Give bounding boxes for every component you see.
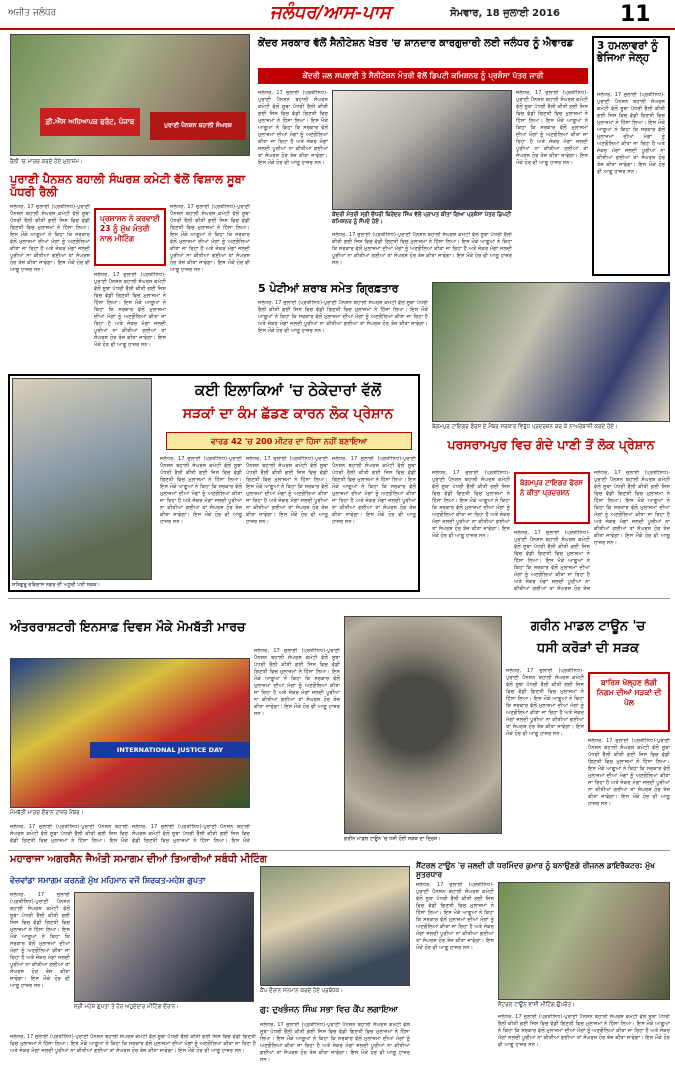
newspaper-name: ਅਜੀਤ ਜਲੰਧਰ: [8, 8, 57, 18]
story9-headline: ਮਹਾਰਾਜਾ ਅਗਰਸੈਨ ਜੈਅੰਤੀ ਸਮਾਗਮ ਦੀਆਂ ਤਿਆਰੀਆਂ ਸਬੰਧੀ ਮੀਟਿੰਗ: [10, 854, 267, 865]
candle-march-caption: ਮੋਮਬੱਤੀ ਮਾਰਚ ਦੌਰਾਨ ਹਾਜ਼ਰ ਮੈਂਬਰ।: [10, 810, 84, 816]
meeting-caption: ਸ੍ਰੀ ਮਹੇਸ਼ ਗੁਪਤਾ ਤੇ ਹੋਰ ਅਹੁਦੇਦਾਰ ਮੀਟਿੰਗ ਦੌਰਾਨ।: [74, 1004, 179, 1010]
candle-march-photo: [10, 658, 250, 808]
story9-text-col1: ਜਲੰਧਰ, 17 ਜੁਲਾਈ (ਪ੍ਰਤੀਨਿਧ)-ਪੁਰਾਣੀ ਪੈਨਸ਼ਨ ਬਹਾਲੀ ਸੰਘਰਸ਼ ਕਮੇਟੀ ਵੱਲੋਂ ਸੂਬਾ ਪੱਧਰੀ ਰੈਲੀ ਕੀਤੀ ਗਈ ਜਿਸ ਵਿਚ ਵੱਡੀ ਗਿਣਤੀ ਵਿਚ ਮੁਲਾਜ਼ਮਾਂ ਨੇ ਹਿੱਸਾ ਲਿਆ। ਇਸ ਮੌਕੇ ਆਗੂਆਂ ਨੇ ਕਿਹਾ ਕਿ ਸਰਕਾਰ ਵੱਲੋਂ ਮੁਲਾਜ਼ਮਾਂ ਦੀਆਂ ਮੰਗਾਂ ਨੂੰ ਅਣਗੌਲਿਆਂ ਕੀਤਾ ਜਾ ਰਿਹਾ ਹੈ ਅਤੇ ਜੇਕਰ ਮੰਗਾਂ ਜਲਦੀ ਪੂਰੀਆਂ ਨਾ ਕੀਤੀਆਂ ਗਈਆਂ ਤਾਂ ਸੰਘਰਸ਼ ਹੋਰ ਤੇਜ਼ ਕੀਤਾ ਜਾਵੇਗਾ। ਇਸ ਮੌਕੇ ਹੋਰ ਵੀ ਆਗੂ ਹਾਜ਼ਰ ਸਨ।: [10, 892, 70, 989]
section-title: ਜਲੰਧਰ/ਆਸ-ਪਾਸ: [270, 2, 391, 23]
issue-date: ਸੋਮਵਾਰ, 18 ਜੁਲਾਈ 2016: [450, 8, 560, 19]
page-number: 11: [620, 2, 651, 27]
story5-text-col1: ਜਲੰਧਰ, 17 ਜੁਲਾਈ (ਪ੍ਰਤੀਨਿਧ)-ਪੁਰਾਣੀ ਪੈਨਸ਼ਨ ਬਹਾਲੀ ਸੰਘਰਸ਼ ਕਮੇਟੀ ਵੱਲੋਂ ਸੂਬਾ ਪੱਧਰੀ ਰੈਲੀ ਕੀਤੀ ਗਈ ਜਿਸ ਵਿਚ ਵੱਡੀ ਗਿਣਤੀ ਵਿਚ ਮੁਲਾਜ਼ਮਾਂ ਨੇ ਹਿੱਸਾ ਲਿਆ। ਇਸ ਮੌਕੇ ਆਗੂਆਂ ਨੇ ਕਿਹਾ ਕਿ ਸਰਕਾਰ ਵੱਲੋਂ ਮੁਲਾਜ਼ਮਾਂ ਦੀਆਂ ਮੰਗਾਂ ਨੂੰ ਅਣਗੌਲਿਆਂ ਕੀਤਾ ਜਾ ਰਿਹਾ ਹੈ ਅਤੇ ਜੇਕਰ ਮੰਗਾਂ ਜਲਦੀ ਪੂਰੀਆਂ ਨਾ ਕੀਤੀਆਂ ਗਈਆਂ ਤਾਂ ਸੰਘਰਸ਼ ਹੋਰ ਤੇਜ਼ ਕੀਤਾ ਜਾਵੇਗਾ। ਇਸ ਮੌਕੇ ਹੋਰ ਵੀ ਆਗੂ ਹਾਜ਼ਰ ਸਨ।: [160, 456, 242, 525]
story8-text-col1: ਜਲੰਧਰ, 17 ਜੁਲਾਈ (ਪ੍ਰਤੀਨਿਧ)-ਪੁਰਾਣੀ ਪੈਨਸ਼ਨ ਬਹਾਲੀ ਸੰਘਰਸ਼ ਕਮੇਟੀ ਵੱਲੋਂ ਸੂਬਾ ਪੱਧਰੀ ਰੈਲੀ ਕੀਤੀ ਗਈ ਜਿਸ ਵਿਚ ਵੱਡੀ ਗਿਣਤੀ ਵਿਚ ਮੁਲਾਜ਼ਮਾਂ ਨੇ ਹਿੱਸਾ ਲਿਆ। ਇਸ ਮੌਕੇ ਆਗੂਆਂ ਨੇ ਕਿਹਾ ਕਿ ਸਰਕਾਰ ਵੱਲੋਂ ਮੁਲਾਜ਼ਮਾਂ ਦੀਆਂ ਮੰਗਾਂ ਨੂੰ ਅਣਗੌਲਿਆਂ ਕੀਤਾ ਜਾ ਰਿਹਾ ਹੈ ਅਤੇ ਜੇਕਰ ਮੰਗਾਂ ਜਲਦੀ ਪੂਰੀਆਂ ਨਾ ਕੀਤੀਆਂ ਗਈਆਂ ਤਾਂ ਸੰਘਰਸ਼ ਹੋਰ ਤੇਜ਼ ਕੀਤਾ ਜਾਵੇਗਾ। ਇਸ ਮੌਕੇ ਹੋਰ ਵੀ ਆਗੂ ਹਾਜ਼ਰ ਸਨ।: [506, 668, 584, 737]
story1-text-col2: ਜਲੰਧਰ, 17 ਜੁਲਾਈ (ਪ੍ਰਤੀਨਿਧ)-ਪੁਰਾਣੀ ਪੈਨਸ਼ਨ ਬਹਾਲੀ ਸੰਘਰਸ਼ ਕਮੇਟੀ ਵੱਲੋਂ ਸੂਬਾ ਪੱਧਰੀ ਰੈਲੀ ਕੀਤੀ ਗਈ ਜਿਸ ਵਿਚ ਵੱਡੀ ਗਿਣਤੀ ਵਿਚ ਮੁਲਾਜ਼ਮਾਂ ਨੇ ਹਿੱਸਾ ਲਿਆ। ਇਸ ਮੌਕੇ ਆਗੂਆਂ ਨੇ ਕਿਹਾ ਕਿ ਸਰਕਾਰ ਵੱਲੋਂ ਮੁਲਾਜ਼ਮਾਂ ਦੀਆਂ ਮੰਗਾਂ ਨੂੰ ਅਣਗੌਲਿਆਂ ਕੀਤਾ ਜਾ ਰਿਹਾ ਹੈ ਅਤੇ ਜੇਕਰ ਮੰਗਾਂ ਜਲਦੀ ਪੂਰੀਆਂ ਨਾ ਕੀਤੀਆਂ ਗਈਆਂ ਤਾਂ ਸੰਘਰਸ਼ ਹੋਰ ਤੇਜ਼ ਕੀਤਾ ਜਾਵੇਗਾ। ਇਸ ਮੌਕੇ ਹੋਰ ਵੀ ਆਗੂ ਹਾਜ਼ਰ ਸਨ।: [94, 272, 166, 348]
story2-subhead: ਕੇਂਦਰੀ ਜਲ ਸਪਲਾਈ ਤੇ ਸੈਨੀਟੇਸ਼ਨ ਮੰਤਰੀ ਵੱਲੋਂ ਡਿਪਟੀ ਕਮਿਸ਼ਨਰ ਨੂੰ ਪ੍ਰਸ਼ੰਸਾ ਪੱਤਰ ਜਾਰੀ: [258, 68, 588, 84]
story8-headline-2: ਧਸੀ ਕਰੋੜਾਂ ਦੀ ਸੜਕ: [537, 641, 639, 656]
story5-subhead: ਵਾਰਡ 42 'ਚ 200 ਮੀਟਰ ਦਾ ਹਿੱਸਾ ਨਹੀਂ ਬਣਾਇਆ: [166, 432, 412, 450]
story8-headline-1: ਗਰੀਨ ਮਾਡਲ ਟਾਊਨ 'ਚ: [530, 619, 646, 634]
story7-text-col2: ਜਲੰਧਰ, 17 ਜੁਲਾਈ (ਪ੍ਰਤੀਨਿਧ)-ਪੁਰਾਣੀ ਪੈਨਸ਼ਨ ਬਹਾਲੀ ਸੰਘਰਸ਼ ਕਮੇਟੀ ਵੱਲੋਂ ਸੂਬਾ ਪੱਧਰੀ ਰੈਲੀ ਕੀਤੀ ਗਈ ਜਿਸ ਵਿਚ ਵੱਡੀ ਗਿਣਤੀ ਵਿਚ ਮੁਲਾਜ਼ਮਾਂ ਨੇ ਹਿੱਸਾ ਲਿਆ। ਇਸ ਮੌਕੇ: [10, 824, 128, 844]
central-town-caption: ਸੈਂਟਰਲ ਟਾਊਨ ਵਾਸੀ ਮੀਟਿੰਗ ਉਪਰੰਤ।: [498, 1002, 575, 1008]
award-caption: ਕੇਂਦਰੀ ਮੰਤਰੀ ਸ੍ਰੀ ਚੌਧਰੀ ਬਿਰੇਂਦਰ ਸਿੰਘ ਵੱਲੋਂ ਪ੍ਰਾਪਤ ਕੀਤਾ ਗਿਆ ਪ੍ਰਸ਼ੰਸਾ ਪੱਤਰ ਡਿਪਟੀ ਕਮਿਸ਼ਨਰ ਨੂੰ ਸੌਂਪਦੇ ਹੋਏ।: [332, 212, 512, 225]
story8-box: [588, 672, 670, 732]
story4-text: ਜਲੰਧਰ, 17 ਜੁਲਾਈ (ਪ੍ਰਤੀਨਿਧ)-ਪੁਰਾਣੀ ਪੈਨਸ਼ਨ ਬਹਾਲੀ ਸੰਘਰਸ਼ ਕਮੇਟੀ ਵੱਲੋਂ ਸੂਬਾ ਪੱਧਰੀ ਰੈਲੀ ਕੀਤੀ ਗਈ ਜਿਸ ਵਿਚ ਵੱਡੀ ਗਿਣਤੀ ਵਿਚ ਮੁਲਾਜ਼ਮਾਂ ਨੇ ਹਿੱਸਾ ਲਿਆ। ਇਸ ਮੌਕੇ ਆਗੂਆਂ ਨੇ ਕਿਹਾ ਕਿ ਸਰਕਾਰ ਵੱਲੋਂ ਮੁਲਾਜ਼ਮਾਂ ਦੀਆਂ ਮੰਗਾਂ ਨੂੰ ਅਣਗੌਲਿਆਂ ਕੀਤਾ ਜਾ ਰਿਹਾ ਹੈ ਅਤੇ ਜੇਕਰ ਮੰਗਾਂ ਜਲਦੀ ਪੂਰੀਆਂ ਨਾ ਕੀਤੀਆਂ ਗਈਆਂ ਤਾਂ ਸੰਘਰਸ਼ ਹੋਰ ਤੇਜ਼ ਕੀਤਾ ਜਾਵੇਗਾ। ਇਸ ਮੌਕੇ ਹੋਰ ਵੀ ਆਗੂ ਹਾਜ਼ਰ ਸਨ।: [258, 300, 428, 334]
story6-box: [514, 472, 590, 524]
camp-caption: ਕੈਂਪ ਦੌਰਾਨ ਸਨਮਾਨ ਕਰਦੇ ਹੋਏ ਪ੍ਰਬੰਧਕ।: [260, 988, 343, 994]
story6-box-text: ਬੇਗਮਪੁਰ ਟਾਇਗਰ ਫੋਰਸ ਨੇ ਕੀਤਾ ਪ੍ਰਦਰਸ਼ਨ: [520, 479, 583, 497]
sunken-road-caption: ਗਰੀਨ ਮਾਡਲ ਟਾਊਨ 'ਚ ਧਸੀ ਹੋਈ ਸੜਕ ਦਾ ਦ੍ਰਿਸ਼।: [344, 836, 441, 842]
award-photo: [332, 90, 512, 210]
story4-headline: 5 ਪੇਟੀਆਂ ਸ਼ਰਾਬ ਸਮੇਤ ਗ੍ਰਿਫ਼ਤਾਰ: [258, 282, 399, 295]
rally-banner-left: ਫ਼ੀ.ਐੱਸ ਅਧਿਆਪਕ ਫਰੰਟ, ਪੰਜਾਬ: [40, 108, 140, 136]
story6-text-col3: ਜਲੰਧਰ, 17 ਜੁਲਾਈ (ਪ੍ਰਤੀਨਿਧ)-ਪੁਰਾਣੀ ਪੈਨਸ਼ਨ ਬਹਾਲੀ ਸੰਘਰਸ਼ ਕਮੇਟੀ ਵੱਲੋਂ ਸੂਬਾ ਪੱਧਰੀ ਰੈਲੀ ਕੀਤੀ ਗਈ ਜਿਸ ਵਿਚ ਵੱਡੀ ਗਿਣਤੀ ਵਿਚ ਮੁਲਾਜ਼ਮਾਂ ਨੇ ਹਿੱਸਾ ਲਿਆ। ਇਸ ਮੌਕੇ ਆਗੂਆਂ ਨੇ ਕਿਹਾ ਕਿ ਸਰਕਾਰ ਵੱਲੋਂ ਮੁਲਾਜ਼ਮਾਂ ਦੀਆਂ ਮੰਗਾਂ ਨੂੰ ਅਣਗੌਲਿਆਂ ਕੀਤਾ ਜਾ ਰਿਹਾ ਹੈ ਅਤੇ ਜੇਕਰ ਮੰਗਾਂ ਜਲਦੀ ਪੂਰੀਆਂ ਨਾ ਕੀਤੀਆਂ ਗਈਆਂ ਤਾਂ ਸੰਘਰਸ਼ ਹੋਰ ਤੇਜ਼ ਕੀਤਾ ਜਾਵੇਗਾ। ਇਸ ਮੌਕੇ ਹੋਰ ਵੀ ਆਗੂ ਹਾਜ਼ਰ ਸਨ।: [594, 470, 670, 546]
protest-photo: [432, 282, 670, 422]
road-photo: [12, 378, 152, 580]
story8-text-col2: ਜਲੰਧਰ, 17 ਜੁਲਾਈ (ਪ੍ਰਤੀਨਿਧ)-ਪੁਰਾਣੀ ਪੈਨਸ਼ਨ ਬਹਾਲੀ ਸੰਘਰਸ਼ ਕਮੇਟੀ ਵੱਲੋਂ ਸੂਬਾ ਪੱਧਰੀ ਰੈਲੀ ਕੀਤੀ ਗਈ ਜਿਸ ਵਿਚ ਵੱਡੀ ਗਿਣਤੀ ਵਿਚ ਮੁਲਾਜ਼ਮਾਂ ਨੇ ਹਿੱਸਾ ਲਿਆ। ਇਸ ਮੌਕੇ ਆਗੂਆਂ ਨੇ ਕਿਹਾ ਕਿ ਸਰਕਾਰ ਵੱਲੋਂ ਮੁਲਾਜ਼ਮਾਂ ਦੀਆਂ ਮੰਗਾਂ ਨੂੰ ਅਣਗੌਲਿਆਂ ਕੀਤਾ ਜਾ ਰਿਹਾ ਹੈ ਅਤੇ ਜੇਕਰ ਮੰਗਾਂ ਜਲਦੀ ਪੂਰੀਆਂ ਨਾ ਕੀਤੀਆਂ ਗਈਆਂ ਤਾਂ ਸੰਘਰਸ਼ ਹੋਰ ਤੇਜ਼ ਕੀਤਾ ਜਾਵੇਗਾ। ਇਸ ਮੌਕੇ ਹੋਰ ਵੀ ਆਗੂ ਹਾਜ਼ਰ ਸਨ।: [588, 738, 670, 807]
story10-headline: ਗੁ: ਦੁਖਭੰਜਨ ਸਿੰਘ ਸਭਾ ਵਿਚ ਕੈਂਪ ਲਗਾਇਆ: [260, 1005, 398, 1015]
story6-text-col2: ਜਲੰਧਰ, 17 ਜੁਲਾਈ (ਪ੍ਰਤੀਨਿਧ)-ਪੁਰਾਣੀ ਪੈਨਸ਼ਨ ਬਹਾਲੀ ਸੰਘਰਸ਼ ਕਮੇਟੀ ਵੱਲੋਂ ਸੂਬਾ ਪੱਧਰੀ ਰੈਲੀ ਕੀਤੀ ਗਈ ਜਿਸ ਵਿਚ ਵੱਡੀ ਗਿਣਤੀ ਵਿਚ ਮੁਲਾਜ਼ਮਾਂ ਨੇ ਹਿੱਸਾ ਲਿਆ। ਇਸ ਮੌਕੇ ਆਗੂਆਂ ਨੇ ਕਿਹਾ ਕਿ ਸਰਕਾਰ ਵੱਲੋਂ ਮੁਲਾਜ਼ਮਾਂ ਦੀਆਂ ਮੰਗਾਂ ਨੂੰ ਅਣਗੌਲਿਆਂ ਕੀਤਾ ਜਾ ਰਿਹਾ ਹੈ ਅਤੇ ਜੇਕਰ ਮੰਗਾਂ ਜਲਦੀ ਪੂਰੀਆਂ ਨਾ ਕੀਤੀਆਂ ਗਈਆਂ ਤਾਂ ਸੰਘਰਸ਼ ਹੋਰ ਤੇਜ਼: [514, 530, 590, 592]
story3-headline: 3 ਹਮਲਾਵਰਾਂ ਨੂੰ ਭੇਜਿਆ ਜੇਲ੍ਹ: [597, 40, 658, 65]
story2-text-col1: ਜਲੰਧਰ, 17 ਜੁਲਾਈ (ਪ੍ਰਤੀਨਿਧ)-ਪੁਰਾਣੀ ਪੈਨਸ਼ਨ ਬਹਾਲੀ ਸੰਘਰਸ਼ ਕਮੇਟੀ ਵੱਲੋਂ ਸੂਬਾ ਪੱਧਰੀ ਰੈਲੀ ਕੀਤੀ ਗਈ ਜਿਸ ਵਿਚ ਵੱਡੀ ਗਿਣਤੀ ਵਿਚ ਮੁਲਾਜ਼ਮਾਂ ਨੇ ਹਿੱਸਾ ਲਿਆ। ਇਸ ਮੌਕੇ ਆਗੂਆਂ ਨੇ ਕਿਹਾ ਕਿ ਸਰਕਾਰ ਵੱਲੋਂ ਮੁਲਾਜ਼ਮਾਂ ਦੀਆਂ ਮੰਗਾਂ ਨੂੰ ਅਣਗੌਲਿਆਂ ਕੀਤਾ ਜਾ ਰਿਹਾ ਹੈ ਅਤੇ ਜੇਕਰ ਮੰਗਾਂ ਜਲਦੀ ਪੂਰੀਆਂ ਨਾ ਕੀਤੀਆਂ ਗਈਆਂ ਤਾਂ ਸੰਘਰਸ਼ ਹੋਰ ਤੇਜ਼ ਕੀਤਾ ਜਾਵੇਗਾ। ਇਸ ਮੌਕੇ ਹੋਰ ਵੀ ਆਗੂ ਹਾਜ਼ਰ ਸਨ।: [258, 90, 328, 166]
story11-headline: ਸੈਂਟਰਲ ਟਾਊਨ 'ਚ ਜਲਦੀ ਹੀ ਧਰਮਿੰਦਰ ਕੁਮਾਰ ਨੂੰ ਬਨਾਉਣਗੇ ਰੀਜਨਲ ਡਾਇਰੈਕਟਰ: ਮੁੱਖ ਸੂਤਰਧਾਰ: [416, 861, 655, 879]
story7-text-col3: ਜਲੰਧਰ, 17 ਜੁਲਾਈ (ਪ੍ਰਤੀਨਿਧ)-ਪੁਰਾਣੀ ਪੈਨਸ਼ਨ ਬਹਾਲੀ ਸੰਘਰਸ਼ ਕਮੇਟੀ ਵੱਲੋਂ ਸੂਬਾ ਪੱਧਰੀ ਰੈਲੀ ਕੀਤੀ ਗਈ ਜਿਸ ਵਿਚ ਵੱਡੀ ਗਿਣਤੀ ਵਿਚ ਮੁਲਾਜ਼ਮਾਂ ਨੇ ਹਿੱਸਾ ਲਿਆ। ਇਸ ਮੌਕੇ: [132, 824, 250, 844]
story5-headline-2: ਸੜਕਾਂ ਦਾ ਕੰਮ ਛੱਡਣ ਕਾਰਨ ਲੋਕ ਪ੍ਰੇਸ਼ਾਨ: [182, 406, 394, 422]
story8-box-text: ਬਾਰਿਸ਼ ਖੋਲ੍ਹਣ ਲੱਗੀ ਨਿਗਮ ਦੀਆਂ ਸੜਕਾਂ ਦੀ ਪੋਲ: [596, 678, 662, 707]
story7-text-col1: ਜਲੰਧਰ, 17 ਜੁਲਾਈ (ਪ੍ਰਤੀਨਿਧ)-ਪੁਰਾਣੀ ਪੈਨਸ਼ਨ ਬਹਾਲੀ ਸੰਘਰਸ਼ ਕਮੇਟੀ ਵੱਲੋਂ ਸੂਬਾ ਪੱਧਰੀ ਰੈਲੀ ਕੀਤੀ ਗਈ ਜਿਸ ਵਿਚ ਵੱਡੀ ਗਿਣਤੀ ਵਿਚ ਮੁਲਾਜ਼ਮਾਂ ਨੇ ਹਿੱਸਾ ਲਿਆ। ਇਸ ਮੌਕੇ ਆਗੂਆਂ ਨੇ ਕਿਹਾ ਕਿ ਸਰਕਾਰ ਵੱਲੋਂ ਮੁਲਾਜ਼ਮਾਂ ਦੀਆਂ ਮੰਗਾਂ ਨੂੰ ਅਣਗੌਲਿਆਂ ਕੀਤਾ ਜਾ ਰਿਹਾ ਹੈ ਅਤੇ ਜੇਕਰ ਮੰਗਾਂ ਜਲਦੀ ਪੂਰੀਆਂ ਨਾ ਕੀਤੀਆਂ ਗਈਆਂ ਤਾਂ ਸੰਘਰਸ਼ ਹੋਰ ਤੇਜ਼ ਕੀਤਾ ਜਾਵੇਗਾ। ਇਸ ਮੌਕੇ ਹੋਰ ਵੀ ਆਗੂ ਹਾਜ਼ਰ ਸਨ।: [254, 648, 340, 717]
rally-banner-right: ਪੁਰਾਣੀ ਪੈਨਸ਼ਨ ਬਹਾਲੀ ਸੰਘਰਸ਼: [150, 112, 246, 140]
divider: [8, 598, 670, 599]
story9-subhead: ਵੇਜ਼ਵਾਂਡਾ ਸਮਾਗਮ ਕਰਨਗੇ ਮੁੱਖ ਮਹਿਮਾਨ ਵਜੋਂ ਸ਼ਿਰਕਤ-ਮਹੇਸ਼ ਗੁਪਤਾ: [10, 876, 206, 885]
camp-photo: [260, 866, 410, 986]
story1-text-col3: ਜਲੰਧਰ, 17 ਜੁਲਾਈ (ਪ੍ਰਤੀਨਿਧ)-ਪੁਰਾਣੀ ਪੈਨਸ਼ਨ ਬਹਾਲੀ ਸੰਘਰਸ਼ ਕਮੇਟੀ ਵੱਲੋਂ ਸੂਬਾ ਪੱਧਰੀ ਰੈਲੀ ਕੀਤੀ ਗਈ ਜਿਸ ਵਿਚ ਵੱਡੀ ਗਿਣਤੀ ਵਿਚ ਮੁਲਾਜ਼ਮਾਂ ਨੇ ਹਿੱਸਾ ਲਿਆ। ਇਸ ਮੌਕੇ ਆਗੂਆਂ ਨੇ ਕਿਹਾ ਕਿ ਸਰਕਾਰ ਵੱਲੋਂ ਮੁਲਾਜ਼ਮਾਂ ਦੀਆਂ ਮੰਗਾਂ ਨੂੰ ਅਣਗੌਲਿਆਂ ਕੀਤਾ ਜਾ ਰਿਹਾ ਹੈ ਅਤੇ ਜੇਕਰ ਮੰਗਾਂ ਜਲਦੀ ਪੂਰੀਆਂ ਨਾ ਕੀਤੀਆਂ ਗਈਆਂ ਤਾਂ ਸੰਘਰਸ਼ ਹੋਰ ਤੇਜ਼ ਕੀਤਾ ਜਾਵੇਗਾ। ਇਸ ਮੌਕੇ ਹੋਰ ਵੀ ਆਗੂ ਹਾਜ਼ਰ ਸਨ।: [170, 204, 250, 273]
story10-text: ਜਲੰਧਰ, 17 ਜੁਲਾਈ (ਪ੍ਰਤੀਨਿਧ)-ਪੁਰਾਣੀ ਪੈਨਸ਼ਨ ਬਹਾਲੀ ਸੰਘਰਸ਼ ਕਮੇਟੀ ਵੱਲੋਂ ਸੂਬਾ ਪੱਧਰੀ ਰੈਲੀ ਕੀਤੀ ਗਈ ਜਿਸ ਵਿਚ ਵੱਡੀ ਗਿਣਤੀ ਵਿਚ ਮੁਲਾਜ਼ਮਾਂ ਨੇ ਹਿੱਸਾ ਲਿਆ। ਇਸ ਮੌਕੇ ਆਗੂਆਂ ਨੇ ਕਿਹਾ ਕਿ ਸਰਕਾਰ ਵੱਲੋਂ ਮੁਲਾਜ਼ਮਾਂ ਦੀਆਂ ਮੰਗਾਂ ਨੂੰ ਅਣਗੌਲਿਆਂ ਕੀਤਾ ਜਾ ਰਿਹਾ ਹੈ ਅਤੇ ਜੇਕਰ ਮੰਗਾਂ ਜਲਦੀ ਪੂਰੀਆਂ ਨਾ ਕੀਤੀਆਂ ਗਈਆਂ ਤਾਂ ਸੰਘਰਸ਼ ਹੋਰ ਤੇਜ਼ ਕੀਤਾ ਜਾਵੇਗਾ। ਇਸ ਮੌਕੇ ਹੋਰ ਵੀ ਆਗੂ ਹਾਜ਼ਰ ਸਨ।: [260, 1022, 410, 1063]
sunken-road-photo: [344, 616, 502, 834]
divider-2: [8, 850, 670, 851]
story11-text-col1: ਜਲੰਧਰ, 17 ਜੁਲਾਈ (ਪ੍ਰਤੀਨਿਧ)-ਪੁਰਾਣੀ ਪੈਨਸ਼ਨ ਬਹਾਲੀ ਸੰਘਰਸ਼ ਕਮੇਟੀ ਵੱਲੋਂ ਸੂਬਾ ਪੱਧਰੀ ਰੈਲੀ ਕੀਤੀ ਗਈ ਜਿਸ ਵਿਚ ਵੱਡੀ ਗਿਣਤੀ ਵਿਚ ਮੁਲਾਜ਼ਮਾਂ ਨੇ ਹਿੱਸਾ ਲਿਆ। ਇਸ ਮੌਕੇ ਆਗੂਆਂ ਨੇ ਕਿਹਾ ਕਿ ਸਰਕਾਰ ਵੱਲੋਂ ਮੁਲਾਜ਼ਮਾਂ ਦੀਆਂ ਮੰਗਾਂ ਨੂੰ ਅਣਗੌਲਿਆਂ ਕੀਤਾ ਜਾ ਰਿਹਾ ਹੈ ਅਤੇ ਜੇਕਰ ਮੰਗਾਂ ਜਲਦੀ ਪੂਰੀਆਂ ਨਾ ਕੀਤੀਆਂ ਗਈਆਂ ਤਾਂ ਸੰਘਰਸ਼ ਹੋਰ ਤੇਜ਼ ਕੀਤਾ ਜਾਵੇਗਾ। ਇਸ ਮੌਕੇ ਹੋਰ ਵੀ ਆਗੂ ਹਾਜ਼ਰ ਸਨ।: [416, 882, 494, 951]
story5-headline-1: ਕਈ ਇਲਾਕਿਆਂ 'ਚ ਠੇਕੇਦਾਰਾਂ ਵੱਲੋਂ: [194, 381, 381, 399]
story5-text-col3: ਜਲੰਧਰ, 17 ਜੁਲਾਈ (ਪ੍ਰਤੀਨਿਧ)-ਪੁਰਾਣੀ ਪੈਨਸ਼ਨ ਬਹਾਲੀ ਸੰਘਰਸ਼ ਕਮੇਟੀ ਵੱਲੋਂ ਸੂਬਾ ਪੱਧਰੀ ਰੈਲੀ ਕੀਤੀ ਗਈ ਜਿਸ ਵਿਚ ਵੱਡੀ ਗਿਣਤੀ ਵਿਚ ਮੁਲਾਜ਼ਮਾਂ ਨੇ ਹਿੱਸਾ ਲਿਆ। ਇਸ ਮੌਕੇ ਆਗੂਆਂ ਨੇ ਕਿਹਾ ਕਿ ਸਰਕਾਰ ਵੱਲੋਂ ਮੁਲਾਜ਼ਮਾਂ ਦੀਆਂ ਮੰਗਾਂ ਨੂੰ ਅਣਗੌਲਿਆਂ ਕੀਤਾ ਜਾ ਰਿਹਾ ਹੈ ਅਤੇ ਜੇਕਰ ਮੰਗਾਂ ਜਲਦੀ ਪੂਰੀਆਂ ਨਾ ਕੀਤੀਆਂ ਗਈਆਂ ਤਾਂ ਸੰਘਰਸ਼ ਹੋਰ ਤੇਜ਼ ਕੀਤਾ ਜਾਵੇਗਾ। ਇਸ ਮੌਕੇ ਹੋਰ ਵੀ ਆਗੂ ਹਾਜ਼ਰ ਸਨ।: [332, 456, 416, 525]
story11-text-col2: ਜਲੰਧਰ, 17 ਜੁਲਾਈ (ਪ੍ਰਤੀਨਿਧ)-ਪੁਰਾਣੀ ਪੈਨਸ਼ਨ ਬਹਾਲੀ ਸੰਘਰਸ਼ ਕਮੇਟੀ ਵੱਲੋਂ ਸੂਬਾ ਪੱਧਰੀ ਰੈਲੀ ਕੀਤੀ ਗਈ ਜਿਸ ਵਿਚ ਵੱਡੀ ਗਿਣਤੀ ਵਿਚ ਮੁਲਾਜ਼ਮਾਂ ਨੇ ਹਿੱਸਾ ਲਿਆ। ਇਸ ਮੌਕੇ ਆਗੂਆਂ ਨੇ ਕਿਹਾ ਕਿ ਸਰਕਾਰ ਵੱਲੋਂ ਮੁਲਾਜ਼ਮਾਂ ਦੀਆਂ ਮੰਗਾਂ ਨੂੰ ਅਣਗੌਲਿਆਂ ਕੀਤਾ ਜਾ ਰਿਹਾ ਹੈ ਅਤੇ ਜੇਕਰ ਮੰਗਾਂ ਜਲਦੀ ਪੂਰੀਆਂ ਨਾ ਕੀਤੀਆਂ ਗਈਆਂ ਤਾਂ ਸੰਘਰਸ਼ ਹੋਰ ਤੇਜ਼ ਕੀਤਾ ਜਾਵੇਗਾ। ਇਸ ਮੌਕੇ ਹੋਰ ਵੀ ਆਗੂ ਹਾਜ਼ਰ ਸਨ।: [498, 1014, 670, 1048]
story1-text-col1: ਜਲੰਧਰ, 17 ਜੁਲਾਈ (ਪ੍ਰਤੀਨਿਧ)-ਪੁਰਾਣੀ ਪੈਨਸ਼ਨ ਬਹਾਲੀ ਸੰਘਰਸ਼ ਕਮੇਟੀ ਵੱਲੋਂ ਸੂਬਾ ਪੱਧਰੀ ਰੈਲੀ ਕੀਤੀ ਗਈ ਜਿਸ ਵਿਚ ਵੱਡੀ ਗਿਣਤੀ ਵਿਚ ਮੁਲਾਜ਼ਮਾਂ ਨੇ ਹਿੱਸਾ ਲਿਆ। ਇਸ ਮੌਕੇ ਆਗੂਆਂ ਨੇ ਕਿਹਾ ਕਿ ਸਰਕਾਰ ਵੱਲੋਂ ਮੁਲਾਜ਼ਮਾਂ ਦੀਆਂ ਮੰਗਾਂ ਨੂੰ ਅਣਗੌਲਿਆਂ ਕੀਤਾ ਜਾ ਰਿਹਾ ਹੈ ਅਤੇ ਜੇਕਰ ਮੰਗਾਂ ਜਲਦੀ ਪੂਰੀਆਂ ਨਾ ਕੀਤੀਆਂ ਗਈਆਂ ਤਾਂ ਸੰਘਰਸ਼ ਹੋਰ ਤੇਜ਼ ਕੀਤਾ ਜਾਵੇਗਾ। ਇਸ ਮੌਕੇ ਹੋਰ ਵੀ ਆਗੂ ਹਾਜ਼ਰ ਸਨ।: [10, 204, 90, 273]
story1-headline: ਪੁਰਾਣੀ ਪੈਨਸ਼ਨ ਬਹਾਲੀ ਸੰਘਰਸ਼ ਕਮੇਟੀ ਵੱਲੋਂ ਵਿਸ਼ਾਲ ਸੂਬਾ ਪੱਧਰੀ ਰੈਲੀ: [10, 172, 245, 200]
story3-text: ਜਲੰਧਰ, 17 ਜੁਲਾਈ (ਪ੍ਰਤੀਨਿਧ)-ਪੁਰਾਣੀ ਪੈਨਸ਼ਨ ਬਹਾਲੀ ਸੰਘਰਸ਼ ਕਮੇਟੀ ਵੱਲੋਂ ਸੂਬਾ ਪੱਧਰੀ ਰੈਲੀ ਕੀਤੀ ਗਈ ਜਿਸ ਵਿਚ ਵੱਡੀ ਗਿਣਤੀ ਵਿਚ ਮੁਲਾਜ਼ਮਾਂ ਨੇ ਹਿੱਸਾ ਲਿਆ। ਇਸ ਮੌਕੇ ਆਗੂਆਂ ਨੇ ਕਿਹਾ ਕਿ ਸਰਕਾਰ ਵੱਲੋਂ ਮੁਲਾਜ਼ਮਾਂ ਦੀਆਂ ਮੰਗਾਂ ਨੂੰ ਅਣਗੌਲਿਆਂ ਕੀਤਾ ਜਾ ਰਿਹਾ ਹੈ ਅਤੇ ਜੇਕਰ ਮੰਗਾਂ ਜਲਦੀ ਪੂਰੀਆਂ ਨਾ ਕੀਤੀਆਂ ਗਈਆਂ ਤਾਂ ਸੰਘਰਸ਼ ਹੋਰ ਤੇਜ਼ ਕੀਤਾ ਜਾਵੇਗਾ। ਇਸ ਮੌਕੇ ਹੋਰ ਵੀ ਆਗੂ ਹਾਜ਼ਰ ਸਨ।: [597, 92, 665, 175]
story5-text-col2: ਜਲੰਧਰ, 17 ਜੁਲਾਈ (ਪ੍ਰਤੀਨਿਧ)-ਪੁਰਾਣੀ ਪੈਨਸ਼ਨ ਬਹਾਲੀ ਸੰਘਰਸ਼ ਕਮੇਟੀ ਵੱਲੋਂ ਸੂਬਾ ਪੱਧਰੀ ਰੈਲੀ ਕੀਤੀ ਗਈ ਜਿਸ ਵਿਚ ਵੱਡੀ ਗਿਣਤੀ ਵਿਚ ਮੁਲਾਜ਼ਮਾਂ ਨੇ ਹਿੱਸਾ ਲਿਆ। ਇਸ ਮੌਕੇ ਆਗੂਆਂ ਨੇ ਕਿਹਾ ਕਿ ਸਰਕਾਰ ਵੱਲੋਂ ਮੁਲਾਜ਼ਮਾਂ ਦੀਆਂ ਮੰਗਾਂ ਨੂੰ ਅਣਗੌਲਿਆਂ ਕੀਤਾ ਜਾ ਰਿਹਾ ਹੈ ਅਤੇ ਜੇਕਰ ਮੰਗਾਂ ਜਲਦੀ ਪੂਰੀਆਂ ਨਾ ਕੀਤੀਆਂ ਗਈਆਂ ਤਾਂ ਸੰਘਰਸ਼ ਹੋਰ ਤੇਜ਼ ਕੀਤਾ ਜਾਵੇਗਾ। ਇਸ ਮੌਕੇ ਹੋਰ ਵੀ ਆਗੂ ਹਾਜ਼ਰ ਸਨ।: [246, 456, 328, 525]
story1-box: [94, 208, 166, 266]
story7-headline: ਅੰਤਰਰਾਸ਼ਟਰੀ ਇਨਸਾਫ਼ ਦਿਵਸ ਮੌਕੇ ਮੋਮਬੱਤੀ ਮਾਰਚ: [10, 619, 246, 634]
story6-text-col1: ਜਲੰਧਰ, 17 ਜੁਲਾਈ (ਪ੍ਰਤੀਨਿਧ)-ਪੁਰਾਣੀ ਪੈਨਸ਼ਨ ਬਹਾਲੀ ਸੰਘਰਸ਼ ਕਮੇਟੀ ਵੱਲੋਂ ਸੂਬਾ ਪੱਧਰੀ ਰੈਲੀ ਕੀਤੀ ਗਈ ਜਿਸ ਵਿਚ ਵੱਡੀ ਗਿਣਤੀ ਵਿਚ ਮੁਲਾਜ਼ਮਾਂ ਨੇ ਹਿੱਸਾ ਲਿਆ। ਇਸ ਮੌਕੇ ਆਗੂਆਂ ਨੇ ਕਿਹਾ ਕਿ ਸਰਕਾਰ ਵੱਲੋਂ ਮੁਲਾਜ਼ਮਾਂ ਦੀਆਂ ਮੰਗਾਂ ਨੂੰ ਅਣਗੌਲਿਆਂ ਕੀਤਾ ਜਾ ਰਿਹਾ ਹੈ ਅਤੇ ਜੇਕਰ ਮੰਗਾਂ ਜਲਦੀ ਪੂਰੀਆਂ ਨਾ ਕੀਤੀਆਂ ਗਈਆਂ ਤਾਂ ਸੰਘਰਸ਼ ਹੋਰ ਤੇਜ਼ ਕੀਤਾ ਜਾਵੇਗਾ। ਇਸ ਮੌਕੇ ਹੋਰ ਵੀ ਆਗੂ ਹਾਜ਼ਰ ਸਨ।: [432, 470, 510, 539]
story2-headline: ਕੇਂਦਰ ਸਰਕਾਰ ਵੱਲੋਂ ਸੈਨੀਟੇਸ਼ਨ ਖੇਤਰ 'ਚ ਸ਼ਾਨਦਾਰ ਕਾਰਗੁਜ਼ਾਰੀ ਲਈ ਜਲੰਧਰ ਨੂੰ ਐਵਾਰਡ: [258, 38, 574, 49]
story6-headline: ਪਰਸਰਾਮਪੁਰ ਵਿਚ ਗੰਦੇ ਪਾਣੀ ਤੋਂ ਲੋਕ ਪ੍ਰੇਸ਼ਾਨ: [447, 437, 655, 452]
rally-caption: ਰੈਲੀ 'ਚ ਮਾਰਚ ਕਰਦੇ ਹੋਏ ਮੁਲਾਜ਼ਮ।: [10, 159, 83, 165]
protest-caption: ਬੇਗਮਪੁਰ ਟਾਇਗਰ ਫੋਰਸ ਦੇ ਮੈਂਬਰ ਸਰਕਾਰ ਵਿਰੁੱਧ ਪ੍ਰਦਰਸ਼ਨ ਕਰ ਕੇ ਨਾਅਰੇਬਾਜ਼ੀ ਕਰਦੇ ਹੋਏ।: [432, 424, 618, 430]
story2-text-col3: ਜਲੰਧਰ, 17 ਜੁਲਾਈ (ਪ੍ਰਤੀਨਿਧ)-ਪੁਰਾਣੀ ਪੈਨਸ਼ਨ ਬਹਾਲੀ ਸੰਘਰਸ਼ ਕਮੇਟੀ ਵੱਲੋਂ ਸੂਬਾ ਪੱਧਰੀ ਰੈਲੀ ਕੀਤੀ ਗਈ ਜਿਸ ਵਿਚ ਵੱਡੀ ਗਿਣਤੀ ਵਿਚ ਮੁਲਾਜ਼ਮਾਂ ਨੇ ਹਿੱਸਾ ਲਿਆ। ਇਸ ਮੌਕੇ ਆਗੂਆਂ ਨੇ ਕਿਹਾ ਕਿ ਸਰਕਾਰ ਵੱਲੋਂ ਮੁਲਾਜ਼ਮਾਂ ਦੀਆਂ ਮੰਗਾਂ ਨੂੰ ਅਣਗੌਲਿਆਂ ਕੀਤਾ ਜਾ ਰਿਹਾ ਹੈ ਅਤੇ ਜੇਕਰ ਮੰਗਾਂ ਜਲਦੀ ਪੂਰੀਆਂ ਨਾ ਕੀਤੀਆਂ ਗਈਆਂ ਤਾਂ ਸੰਘਰਸ਼ ਹੋਰ ਤੇਜ਼ ਕੀਤਾ ਜਾਵੇਗਾ। ਇਸ ਮੌਕੇ ਹੋਰ ਵੀ ਆਗੂ ਹਾਜ਼ਰ ਸਨ।: [332, 232, 512, 266]
road-caption: ਸਤਿਗੁਰੂ ਰਵਿਦਾਸ ਨਗਰ ਦੀ ਅਧੂਰੀ ਪਈ ਸੜਕ।: [12, 582, 100, 588]
story9-text-col2: ਜਲੰਧਰ, 17 ਜੁਲਾਈ (ਪ੍ਰਤੀਨਿਧ)-ਪੁਰਾਣੀ ਪੈਨਸ਼ਨ ਬਹਾਲੀ ਸੰਘਰਸ਼ ਕਮੇਟੀ ਵੱਲੋਂ ਸੂਬਾ ਪੱਧਰੀ ਰੈਲੀ ਕੀਤੀ ਗਈ ਜਿਸ ਵਿਚ ਵੱਡੀ ਗਿਣਤੀ ਵਿਚ ਮੁਲਾਜ਼ਮਾਂ ਨੇ ਹਿੱਸਾ ਲਿਆ। ਇਸ ਮੌਕੇ ਆਗੂਆਂ ਨੇ ਕਿਹਾ ਕਿ ਸਰਕਾਰ ਵੱਲੋਂ ਮੁਲਾਜ਼ਮਾਂ ਦੀਆਂ ਮੰਗਾਂ ਨੂੰ ਅਣਗੌਲਿਆਂ ਕੀਤਾ ਜਾ ਰਿਹਾ ਹੈ ਅਤੇ ਜੇਕਰ ਮੰਗਾਂ ਜਲਦੀ ਪੂਰੀਆਂ ਨਾ ਕੀਤੀਆਂ ਗਈਆਂ ਤਾਂ ਸੰਘਰਸ਼ ਹੋਰ ਤੇਜ਼ ਕੀਤਾ ਜਾਵੇਗਾ। ਇਸ ਮੌਕੇ ਹੋਰ ਵੀ ਆਗੂ ਹਾਜ਼ਰ ਸਨ।: [10, 1034, 256, 1054]
story2-text-col2: ਜਲੰਧਰ, 17 ਜੁਲਾਈ (ਪ੍ਰਤੀਨਿਧ)-ਪੁਰਾਣੀ ਪੈਨਸ਼ਨ ਬਹਾਲੀ ਸੰਘਰਸ਼ ਕਮੇਟੀ ਵੱਲੋਂ ਸੂਬਾ ਪੱਧਰੀ ਰੈਲੀ ਕੀਤੀ ਗਈ ਜਿਸ ਵਿਚ ਵੱਡੀ ਗਿਣਤੀ ਵਿਚ ਮੁਲਾਜ਼ਮਾਂ ਨੇ ਹਿੱਸਾ ਲਿਆ। ਇਸ ਮੌਕੇ ਆਗੂਆਂ ਨੇ ਕਿਹਾ ਕਿ ਸਰਕਾਰ ਵੱਲੋਂ ਮੁਲਾਜ਼ਮਾਂ ਦੀਆਂ ਮੰਗਾਂ ਨੂੰ ਅਣਗੌਲਿਆਂ ਕੀਤਾ ਜਾ ਰਿਹਾ ਹੈ ਅਤੇ ਜੇਕਰ ਮੰਗਾਂ ਜਲਦੀ ਪੂਰੀਆਂ ਨਾ ਕੀਤੀਆਂ ਗਈਆਂ ਤਾਂ ਸੰਘਰਸ਼ ਹੋਰ ਤੇਜ਼ ਕੀਤਾ ਜਾਵੇਗਾ। ਇਸ ਮੌਕੇ ਹੋਰ ਵੀ ਆਗੂ ਹਾਜ਼ਰ ਸਨ।: [516, 90, 588, 166]
justice-day-banner: INTERNATIONAL JUSTICE DAY: [90, 742, 250, 758]
story1-box-text: ਪ੍ਰਸ਼ਾਸਨ ਨੇ ਕਰਵਾਈ 23 ਨੂੰ ਮੁੱਖ ਮੰਤਰੀ ਨਾਲ ਮੀਟਿੰਗ: [100, 214, 160, 243]
central-town-photo: [498, 882, 670, 1000]
meeting-photo: [74, 892, 254, 1002]
